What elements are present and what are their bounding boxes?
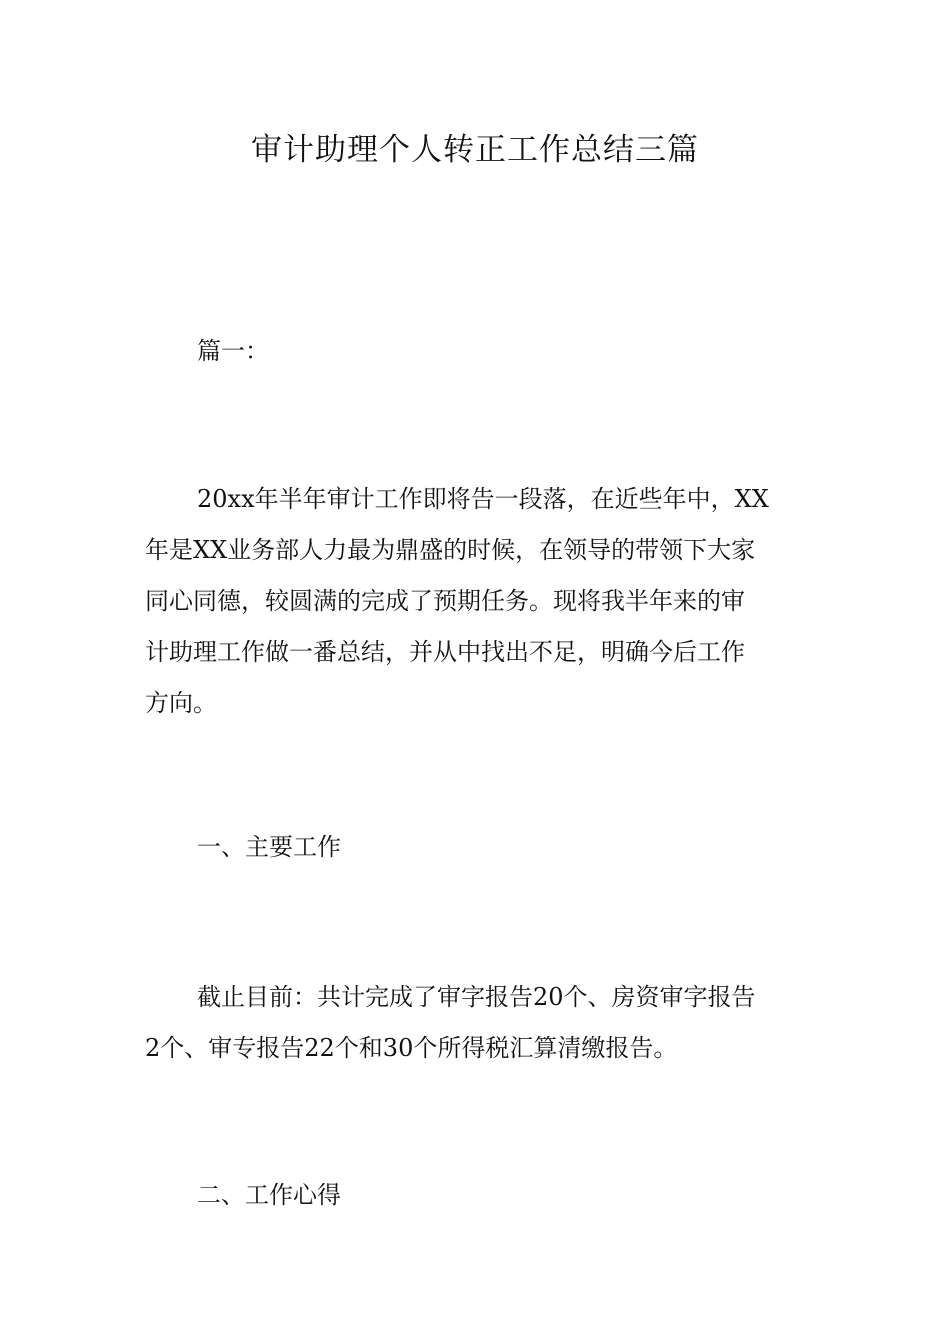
paragraph-line: 截止目前：共计完成了审字报告20个、房资审字报告: [197, 983, 756, 1011]
paragraph-line: 同心同德，较圆满的完成了预期任务。现将我半年来的审: [145, 587, 745, 615]
section-heading-main-work: 一、主要工作: [197, 833, 341, 861]
section-heading-experience: 二、工作心得: [197, 1181, 341, 1209]
paragraph-line: 计助理工作做一番总结，并从中找出不足，明确今后工作: [145, 638, 745, 666]
progress-paragraph: [145, 972, 807, 1074]
intro-paragraph: [145, 474, 807, 729]
document-title: 审计助理个人转正工作总结三篇: [251, 132, 699, 168]
paragraph-line: 2个、审专报告22个和30个所得税汇算清缴报告。: [145, 1034, 678, 1062]
paragraph-line: 年是XX业务部人力最为鼎盛的时候，在领导的带领下大家: [145, 536, 756, 564]
paragraph-line: 20xx年半年审计工作即将告一段落，在近些年中，XX: [197, 485, 769, 513]
section-label: 篇一：: [197, 337, 269, 365]
paragraph-line: 方向。: [145, 689, 217, 717]
